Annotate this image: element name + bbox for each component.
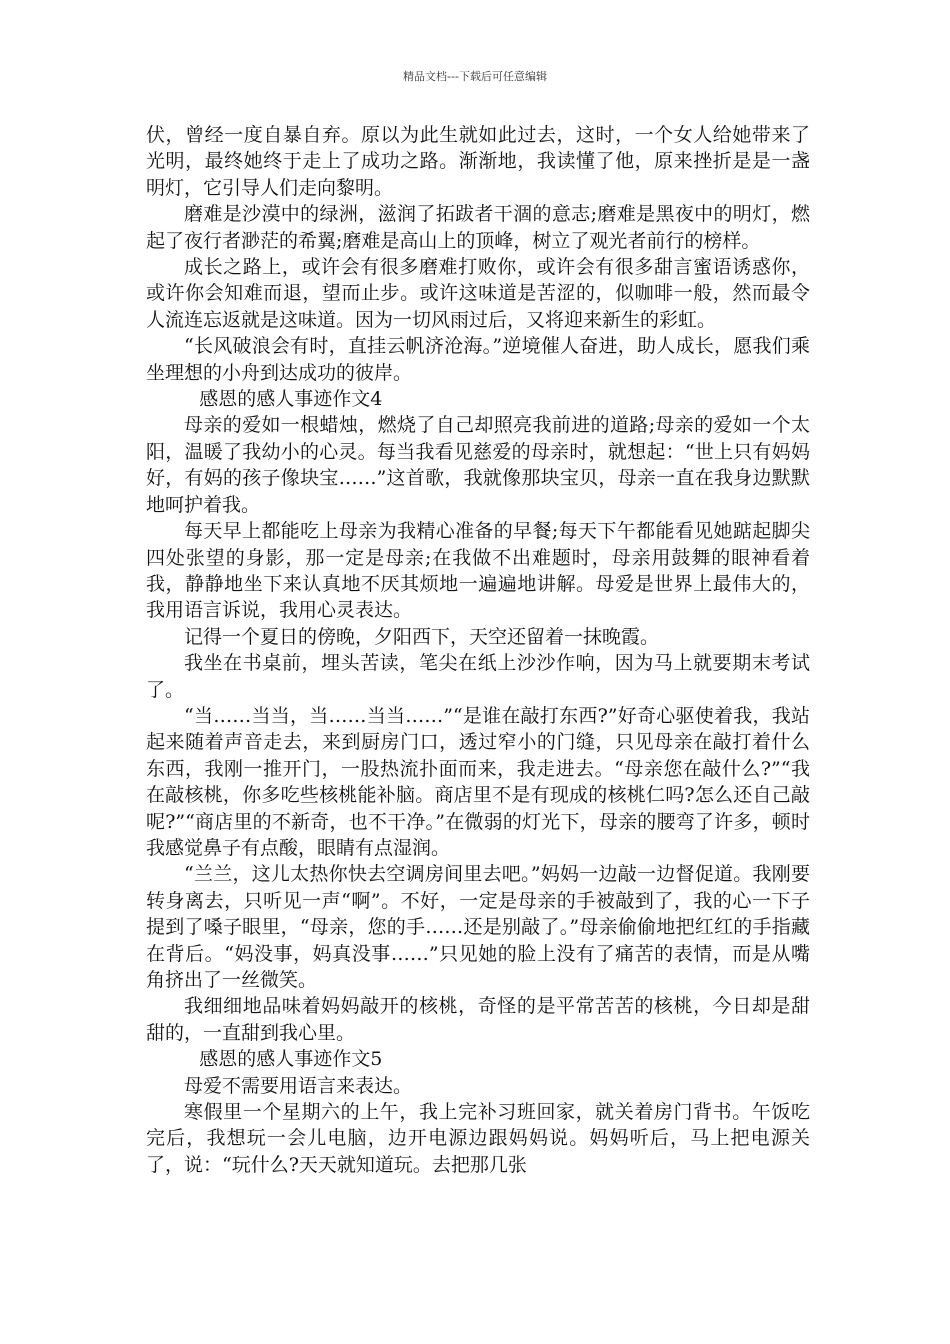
paragraph: 母爱不需要用语言来表达。 xyxy=(184,1074,413,1097)
paragraph: 母亲的爱如一根蜡烛，燃烧了自己却照亮我前进的道路;母亲的爱如一个太阳，温暖了我幼小的心灵。每当我看见慈爱的母亲时，就想起：“世上只有妈妈好，有妈的孩子像块宝……”这首歌，我就像那块宝贝，母亲一直在我身边默默地呵护着我。 xyxy=(146,414,810,516)
page-header: 精品文档---下载后可任意编辑 xyxy=(403,70,547,83)
section-heading: 感恩的感人事迹作文5 xyxy=(199,1048,383,1071)
paragraph: 成长之路上，或许会有很多磨难打败你，或许会有很多甜言蜜语诱惑你，或许你会知难而退，望而止步。或许这味道是苦涩的，似咖啡一般，然而最令人流连忘返就是这味道。因为一切风雨过后，又将迎来新生的彩虹。 xyxy=(146,256,810,331)
paragraph: 磨难是沙漠中的绿洲，滋润了拓跋者干涸的意志;磨难是黑夜中的明灯，燃起了夜行者渺茫的希翼;磨难是高山上的顶峰，树立了观光者前行的榜样。 xyxy=(146,203,810,252)
paragraph: 记得一个夏日的傍晚，夕阳西下，天空还留着一抹晚霞。 xyxy=(184,625,660,648)
section-heading: 感恩的感人事迹作文4 xyxy=(199,388,383,411)
article-body xyxy=(146,122,810,1178)
paragraph: 每天早上都能吃上母亲为我精心准备的早餐;每天下午都能看见她踮起脚尖四处张望的身影，那一定是母亲;在我做不出难题时，母亲用鼓舞的眼神看着我，静静地坐下来认真地不厌其烦地一遍遍地讲解。母爱是世界上最伟大的，我用语言诉说，我用心灵表达。 xyxy=(146,520,810,622)
paragraph: “兰兰，这儿太热你快去空调房间里去吧。”妈妈一边敲一边督促道。我刚要转身离去，只听见一声“啊”。不好，一定是母亲的手被敲到了，我的心一下子提到了嗓子眼里，“母亲，您的手……还是别敲了。”母亲偷偷地把红红的手指藏在背后。“妈没事，妈真没事……”只见她的脸上没有了痛苦的表情，而是从嘴角挤出了一丝微笑。 xyxy=(146,863,810,991)
paragraph: 寒假里一个星期六的上午，我上完补习班回家，就关着房门背书。午饭吃完后，我想玩一会儿电脑，边开电源边跟妈妈说。妈妈听后，马上把电源关了，说：“玩什么?天天就知道玩。去把那几张 xyxy=(146,1101,810,1176)
paragraph: 我坐在书桌前，埋头苦读，笔尖在纸上沙沙作响，因为马上就要期末考试了。 xyxy=(146,652,810,701)
paragraph: 伏，曾经一度自暴自弃。原以为此生就如此过去，这时，一个女人给她带来了光明，最终她终于走上了成功之路。渐渐地，我读懂了他，原来挫折是是一盏明灯，它引导人们走向黎明。 xyxy=(146,124,810,199)
paragraph: 我细细地品味着妈妈敲开的核桃，奇怪的是平常苦苦的核桃，今日却是甜甜的，一直甜到我心里。 xyxy=(146,995,810,1044)
paragraph: “长风破浪会有时，直挂云帆济沧海。”逆境催人奋进，助人成长，愿我们乘坐理想的小舟到达成功的彼岸。 xyxy=(146,335,810,384)
paragraph: “当……当当，当……当当……”“是谁在敲打东西?”好奇心驱使着我，我站起来随着声音走去，来到厨房门口，透过窄小的门缝，只见母亲在敲打着什么东西，我刚一推开门，一股热流扑面而来，我走进去。“母亲您在敲什么?”“我在敲核桃，你多吃些核桃能补脑。商店里不是有现成的核桃仁吗?怎么还自己敲呢?”“商店里的不新奇，也不干净。”在微弱的灯光下，母亲的腰弯了许多，顿时我感觉鼻子有点酸，眼睛有点湿润。 xyxy=(146,704,810,859)
